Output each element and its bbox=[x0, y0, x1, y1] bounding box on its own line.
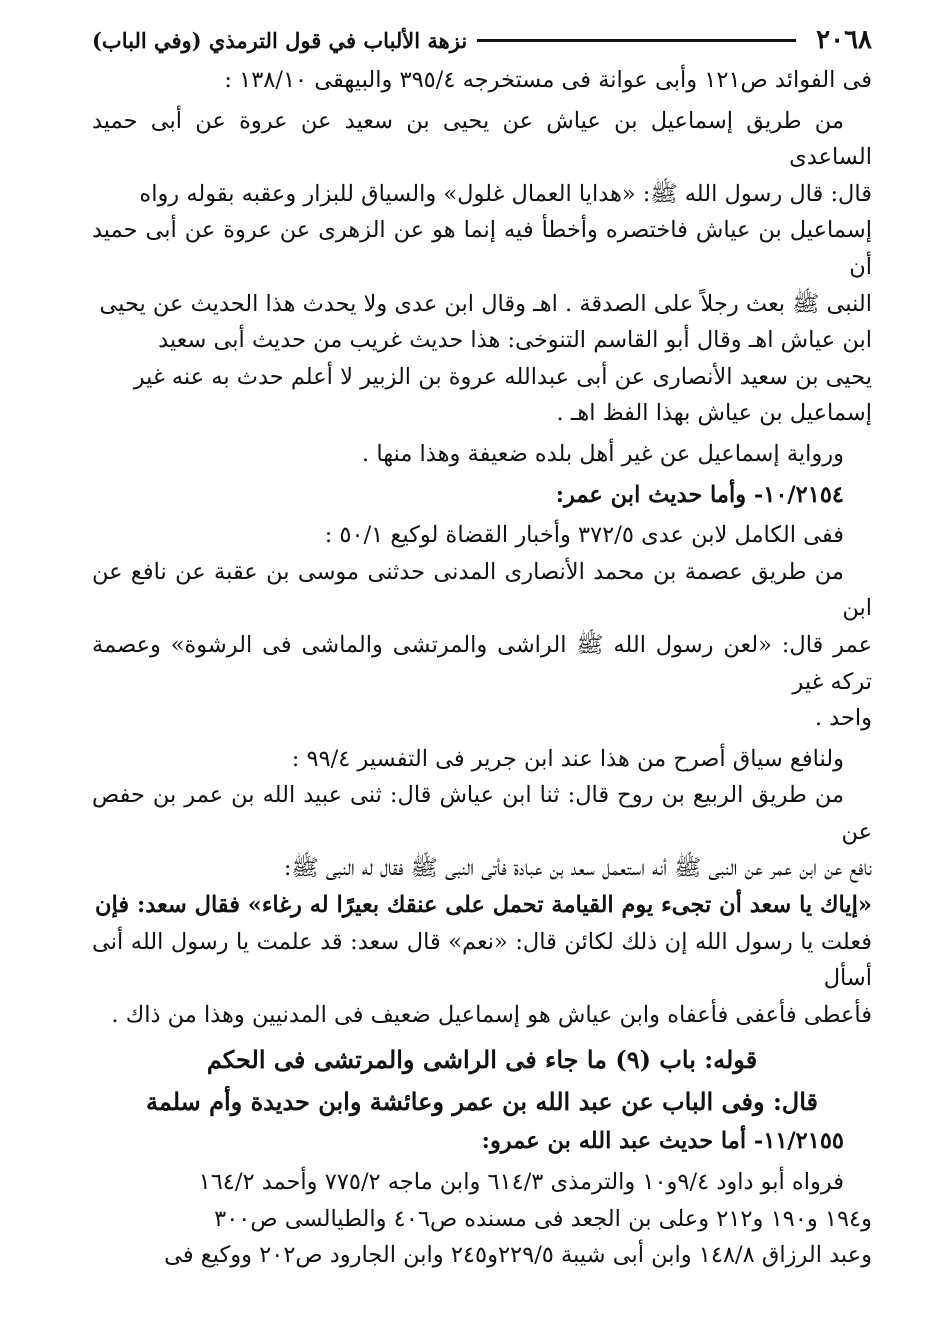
text-line: ابن عياش اهـ وقال أبو القاسم التنوخى: هذا حديث غريب من حديث أبى سعيد bbox=[158, 327, 872, 354]
chapter-heading: قوله: باب (٩) ما جاء فى الراشى والمرتشى فى الحكم bbox=[206, 1045, 758, 1075]
header-rule bbox=[477, 39, 796, 42]
section-heading: ١٠/٢١٥٤- وأما حديث ابن عمر: bbox=[555, 481, 844, 508]
text-line: إسماعيل بن عياش بهذا الفظ اهـ . bbox=[556, 400, 872, 427]
text-line: ولنافع سياق أصرح من هذا عند ابن جرير فى التفسير ٩٩/٤ : bbox=[291, 745, 844, 772]
text-line: واحد . bbox=[814, 705, 872, 732]
section-heading: ١١/٢١٥٥- أما حديث عبد الله بن عمرو: bbox=[481, 1128, 844, 1155]
text-line: و١٩٤ و١٩٠ و٢١٢ وعلى بن الجعد فى مسنده ص٤٠٦ والطيالسى ص٣٠٠ bbox=[214, 1205, 872, 1232]
text-line: فأعطى فأعفى فأعفاه وابن عياش هو إسماعيل ضعيف فى المدنيين وهذا من ذاك . bbox=[111, 1001, 872, 1028]
text-line: فى الفوائد ص١٢١ وأبى عوانة فى مستخرجه ٣٩٥/٤ والبيهقى ١٣٨/١٠ : bbox=[224, 67, 872, 93]
text-line: إسماعيل بن عياش فاختصره وأخطأ فيه إنما هو عن الزهرى عن عروة عن أبى حميد أن bbox=[92, 217, 872, 280]
text-line: من طريق إسماعيل بن عياش عن يحيى بن سعيد عن عروة عن أبى حميد الساعدى bbox=[92, 107, 872, 171]
text-line: من طريق الربيع بن روح قال: ثنا ابن عياش قال: ثنى عبيد الله بن عمر بن حفص عن bbox=[92, 782, 872, 845]
document-page bbox=[92, 18, 872, 1274]
text-line: فرواه أبو داود ٩/٤و١٠ والترمذى ٦١٤/٣ وابن ماجه ٧٧٥/٢ وأحمد ١٦٤/٢ bbox=[198, 1169, 844, 1196]
chapter-subheading: قال: وفى الباب عن عبد الله بن عمر وعائشة وابن حديدة وأم سلمة bbox=[145, 1087, 819, 1117]
text-line: عمر قال: «لعن رسول الله ﷺ الراشى والمرتشى والماشى فى الرشوة» وعصمة تركه غير bbox=[92, 631, 872, 695]
text-line: قال: قال رسول الله ﷺ: «هدايا العمال غلول» والسياق للبزار وعقبه بقوله رواه bbox=[139, 180, 872, 207]
text-line: النبى ﷺ بعث رجلاً على الصدقة . اهـ وقال ابن عدى ولا يحدث هذا الحديث عن يحيى bbox=[99, 290, 872, 317]
text-line: ورواية إسماعيل عن غير أهل بلده ضعيفة وهذا منها . bbox=[362, 440, 844, 467]
header-title: نزهة الألباب في قول الترمذي (وفي الباب) bbox=[92, 27, 468, 53]
text-line: نافع عن ابن عمر عن النبى ﷺ أنه استعمل سعد بن عبادة فأتى النبى ﷺ فقال له النبى ﷺ: bbox=[283, 855, 872, 882]
running-header bbox=[92, 18, 872, 62]
text-line: ففى الكامل لابن عدى ٣٧٢/٥ وأخبار القضاة لوكيع ٥٠/١ : bbox=[324, 522, 844, 549]
page-number: ٢٠٦٨ bbox=[816, 25, 872, 55]
text-line: «إياك يا سعد أن تجىء يوم القيامة تحمل على عنقك بعيرًا له رغاء» فقال سعد: فإن bbox=[94, 892, 872, 919]
text-line: يحيى بن سعيد الأنصارى عن أبى عبدالله عروة بن الزبير لا أعلم حدث به عنه غير bbox=[133, 363, 872, 390]
text-line: من طريق عصمة بن محمد الأنصارى المدنى حدثنى موسى بن عقبة عن نافع عن ابن bbox=[92, 558, 872, 622]
text-line: فعلت يا رسول الله إن ذلك لكائن قال: «نعم» قال سعد: قد علمت يا رسول الله أنى أسأل bbox=[92, 928, 872, 992]
text-line: وعبد الرزاق ١٤٨/٨ وابن أبى شيبة ٢٢٩/٥و٢٤٥ وابن الجارود ص٢٠٢ ووكيع فى bbox=[164, 1242, 872, 1269]
